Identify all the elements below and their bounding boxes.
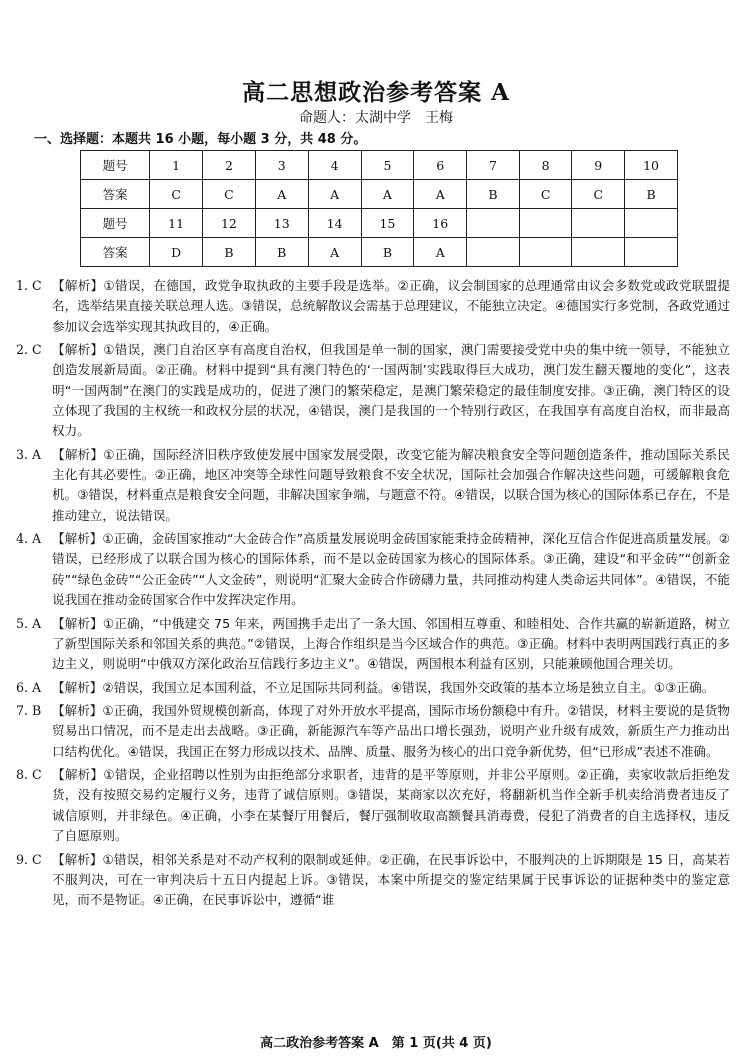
table-cell <box>572 238 625 267</box>
table-cell: A <box>255 180 308 209</box>
page-footer: 高二政治参考答案 A 第 1 页(共 4 页) <box>260 1036 492 1051</box>
row-label: 答案 <box>81 238 150 267</box>
list-item <box>16 529 730 610</box>
table-cell: B <box>361 238 414 267</box>
table-cell <box>467 238 520 267</box>
item-number: 8. C <box>16 767 42 783</box>
table-cell: A <box>414 180 467 209</box>
item-explanation: 【解析】①正确，“中俄建交 75 年来，两国携手走出了一条大国、邻国相互尊重、和睦相处、合作共赢的崭新道路，树立了新型国际关系和邻国关系的典范。”②错误，上海合作组织是当今区域合作的典范。③正确。材料中表明两国践行真正的多边主义，则说明“中俄双方深化政治互信践行多边主义”。④错误，两国根本利益有区别，只能兼顾他国合理关切。 <box>52 615 730 672</box>
document-title: 高二思想政治参考答案 A <box>242 79 510 106</box>
table-cell <box>625 209 678 238</box>
table-cell: D <box>150 238 203 267</box>
table-cell: 10 <box>625 151 678 180</box>
list-item <box>16 340 730 441</box>
table-cell: A <box>414 238 467 267</box>
table-cell <box>572 209 625 238</box>
table-cell: 7 <box>467 151 520 180</box>
item-number: 7. B <box>16 703 42 719</box>
table-cell <box>467 209 520 238</box>
item-explanation: 【解析】①正确，我国外贸规模创新高，体现了对外开放水平提高，国际市场份额稳中有升。②错误，材料主要说的是货物贸易出口情况，而不是走出去战略。③正确，新能源汽车等产品出口增长强劲，说明产业升级有成效，新质生产力推动出口结构优化。④错误，我国正在努力形成以技术、品牌、质量、服务为核心的出口竞争新优势，但“已形成”表述不准确。 <box>52 703 730 759</box>
table-cell: A <box>308 238 361 267</box>
table-cell: 1 <box>150 151 203 180</box>
table-row <box>81 151 678 180</box>
row-label: 题号 <box>81 151 150 180</box>
list-item <box>16 678 730 698</box>
table-cell: 4 <box>308 151 361 180</box>
list-item <box>16 445 730 526</box>
table-cell: 12 <box>203 209 256 238</box>
list-item <box>16 614 730 675</box>
table-cell: 9 <box>572 151 625 180</box>
item-number: 4. A <box>16 531 42 547</box>
table-cell: B <box>625 180 678 209</box>
item-explanation: 【解析】②错误，我国立足本国利益，不立足国际共同利益。④错误，我国外交政策的基本立场是独立自主。①③正确。 <box>52 679 715 695</box>
table-cell: 11 <box>150 209 203 238</box>
item-explanation: 【解析】①错误，相邻关系是对不动产权利的限制或延伸。②正确，在民事诉讼中，不服判决的上诉期限是 15 日，高某若不服判决，可在一审判决后十五日内提起上诉。③错误，本案中所提交的鉴定结果属于民事诉讼的证据种类中的鉴定意见，而不是物证。④正确，在民事诉讼中，遵循“谁 <box>52 851 730 908</box>
table-cell <box>625 238 678 267</box>
item-number: 9. C <box>16 851 42 867</box>
table-row <box>81 238 678 267</box>
item-explanation: 【解析】①正确，金砖国家推动“大金砖合作”高质量发展说明金砖国家能秉持金砖精神，深化互信合作促进高质量发展。②错误，已经形成了以联合国为核心的国际体系，而不是以金砖国家为核心的国际体系。③正确，建设“和平金砖”“创新金砖”“绿色金砖”“公正金砖”“人文金砖”，则说明“汇聚大金砖合作磅礴力量，共同推动构建人类命运共同体”。④错误，不能说我国在推动金砖国家合作中发挥决定作用。 <box>52 531 730 608</box>
answer-table <box>80 150 678 267</box>
table-cell: 5 <box>361 151 414 180</box>
table-cell: A <box>361 180 414 209</box>
table-cell: 15 <box>361 209 414 238</box>
table-cell: B <box>255 238 308 267</box>
table-cell <box>519 238 572 267</box>
table-cell: 6 <box>414 151 467 180</box>
table-cell: 2 <box>203 151 256 180</box>
table-cell: B <box>203 238 256 267</box>
table-cell: C <box>572 180 625 209</box>
item-explanation: 【解析】①正确，国际经济旧秩序致使发展中国家发展受限，改变它能为解决粮食安全等问题创造条件，推动国际关系民主化有其必要性。②正确，地区冲突等全球性问题导致粮食不安全状况，国际社会加强合作解决这些问题，可缓解粮食危机。③错误，材料重点是粮食安全问题，非解决国家争端，与题意不符。④错误，以联合国为核心的国际体系已存在，不是推动建立，说法错误。 <box>52 446 730 523</box>
section-heading: 一、选择题：本题共 16 小题，每小题 3 分，共 48 分。 <box>34 132 367 147</box>
table-cell: 16 <box>414 209 467 238</box>
explanation-list <box>16 276 730 914</box>
table-row <box>81 180 678 209</box>
table-cell: 3 <box>255 151 308 180</box>
author-line: 命题人：太湖中学 王梅 <box>299 110 453 126</box>
table-cell: A <box>308 180 361 209</box>
row-label: 答案 <box>81 180 150 209</box>
list-item <box>16 765 730 846</box>
table-cell: 14 <box>308 209 361 238</box>
item-explanation: 【解析】①错误，澳门自治区享有高度自治权，但我国是单一制的国家，澳门需要接受党中央的集中统一领导，不能独立创造发展新局面。②正确。材料中提到“具有澳门特色的‘一国两制’实践取得巨大成功，澳门发生翻天覆地的变化”，这表明“一国两制”在澳门的实践是成功的，促进了澳门的繁荣稳定，是澳门繁荣稳定的最佳制度安排。③正确，澳门特区的设立体现了我国的主权统一和政权分层的状况，④错误，澳门是我国的一个特别行政区，在我国享有高度自治权，而非最高权力。 <box>52 342 730 439</box>
row-label: 题号 <box>81 209 150 238</box>
item-explanation: 【解析】①错误，企业招聘以性别为由拒绝部分求职者，违背的是平等原则，并非公平原则。②正确，卖家收款后拒绝发货，没有按照交易约定履行义务，违背了诚信原则。③错误，某商家以次充好，将翻新机当作全新手机卖给消费者违反了诚信原则，并非绿色。④正确，小李在某餐厅用餐后，餐厅强制收取高额餐具消毒费，侵犯了消费者的自主选择权，违反了自愿原则。 <box>52 767 730 844</box>
table-cell: C <box>203 180 256 209</box>
table-cell: C <box>150 180 203 209</box>
table-cell: C <box>519 180 572 209</box>
item-number: 1. C <box>16 278 42 293</box>
table-cell: 13 <box>255 209 308 238</box>
table-cell <box>519 209 572 238</box>
list-item <box>16 701 730 762</box>
item-number: 3. A <box>16 446 42 462</box>
table-cell: B <box>467 180 520 209</box>
item-number: 5. A <box>16 615 42 631</box>
table-row <box>81 209 678 238</box>
list-item <box>16 850 730 911</box>
list-item <box>16 276 730 337</box>
item-number: 2. C <box>16 342 42 358</box>
item-number: 6. A <box>16 679 42 695</box>
table-cell: 8 <box>519 151 572 180</box>
item-explanation: 【解析】①错误，在德国，政党争取执政的主要手段是选举。②正确，议会制国家的总理通常由议会多数党或政党联盟提名，选举结果直接关联总理人选。③错误，总统解散议会需基于总理建议，不能独立决定。④德国实行多党制，各政党通过参加议会选举实现其执政目的，④正确。 <box>52 278 730 334</box>
